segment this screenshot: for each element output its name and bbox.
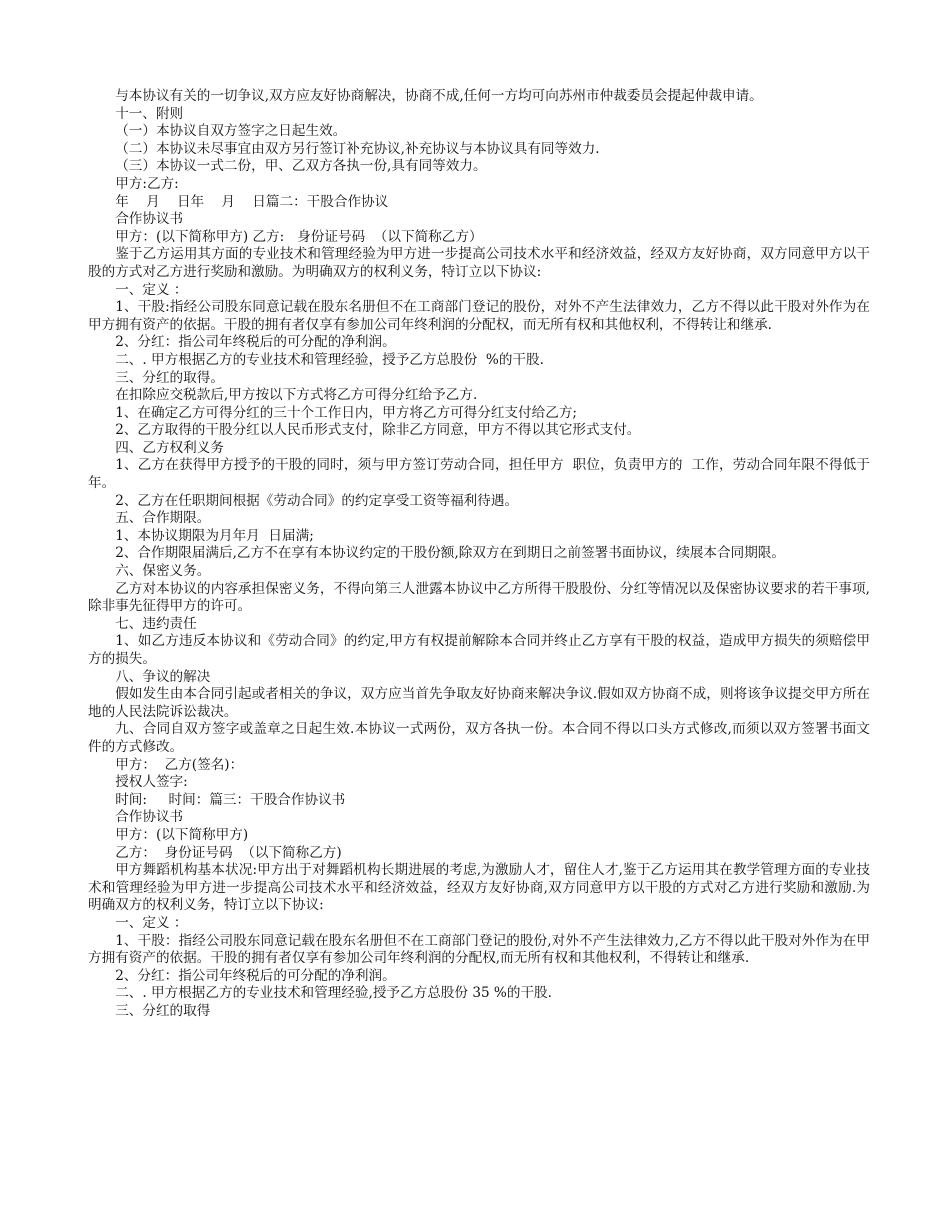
paragraph: 在扣除应交税款后,甲方按以下方式将乙方可得分红给予乙方.	[115, 387, 478, 404]
document-title: 合作协议书	[115, 211, 184, 228]
section-heading: 五、合作期限。	[115, 510, 211, 527]
paragraph: 1、乙方在获得甲方授予的干股的同时，须与甲方签订劳动合同，担任甲方 职位，负责甲方的 工作，劳动合同年限不得低于 年。	[88, 457, 888, 492]
paragraph: 假如发生由本合同引起或者相关的争议，双方应当首先争取友好协商来解决争议.假如双方协商不成，则将该争议提交甲方所在地的人民法院诉讼裁决。	[88, 686, 870, 720]
signature-line: 甲方： 乙方(签名)：	[115, 756, 244, 773]
paragraph: 1、如乙方违反本协议和《劳动合同》的约定,甲方有权提前解除本合同并终止乙方享有干股的权益，造成甲方损失的须赔偿甲方的损失。	[88, 633, 870, 667]
section-heading: 三、分红的取得	[115, 1002, 211, 1019]
signature-line: 甲方:乙方:	[115, 175, 179, 192]
paragraph: （二）本协议未尽事宜由双方另行签订补充协议,补充协议与本协议具有同等效力.	[115, 140, 600, 157]
party-line: 甲方：(以下简称甲方)	[115, 826, 249, 843]
section-heading: 一、定义 ：	[115, 281, 188, 298]
paragraph: 九、合同自双方签字或盖章之日起生效.本协议一式两份，双方各执一份。本合同不得以口头方式修改,而须以双方签署书面文件的方式修改。	[88, 721, 870, 755]
paragraph: 1、本协议期限为月年月 日届满;	[115, 527, 314, 544]
section-heading: 六、保密义务。	[115, 563, 211, 580]
section-heading: 四、乙方权利义务	[115, 439, 224, 456]
paragraph: 2、乙方在任职期间根据《劳动合同》的约定享受工资等福利待遇。	[115, 492, 519, 509]
paragraph: 甲方舞蹈机构基本状况:甲方出于对舞蹈机构长期进展的考虑,为激励人才，留住人才,鉴于乙方运用其在教学管理方面的专业技术和管理经验为甲方进一步提高公司技术水平和经济效益，经双方友好协商,双方同意甲方以干股的方式对乙方进行奖励和激励.为明确双方的权利义务，特订立以下协议:	[88, 862, 870, 914]
paragraph: 与本协议有关的一切争议,双方应友好协商解决，协商不成,任何一方均可向苏州市仲裁委员会提起仲裁申请。	[115, 88, 763, 104]
paragraph: （三）本协议一式二份，甲、乙双方各执一份,具有同等效力。	[115, 158, 487, 175]
section-heading: 二、. 甲方根据乙方的专业技术和管理经验，授予乙方总股份 %的干股.	[115, 351, 544, 368]
document-title: 合作协议书	[115, 809, 184, 826]
paragraph: 鉴于乙方运用其方面的专业技术和管理经验为甲方进一步提高公司技术水平和经济效益，经双方友好协商，双方同意甲方以干股的方式对乙方进行奖励和激励。为明确双方的权利义务，特订立以下协议:	[88, 246, 870, 280]
paragraph: 2、分红：指公司年终税后的可分配的净利润。	[115, 334, 396, 351]
section-heading: 一、定义 ：	[115, 914, 188, 931]
paragraph: 2、分红：指公司年终税后的可分配的净利润。	[115, 967, 396, 984]
document-page	[88, 88, 888, 1020]
paragraph: 2、乙方取得的干股分红以人民币形式支付，除非乙方同意，甲方不得以其它形式支付。	[115, 422, 641, 439]
section-heading: 七、违约责任	[115, 615, 197, 632]
section-heading: 二、. 甲方根据乙方的专业技术和管理经验,授予乙方总股份 35 %的干股.	[115, 985, 552, 1002]
section-heading: 八、争议的解决	[115, 668, 211, 685]
paragraph: 2、合作期限届满后,乙方不在享有本协议约定的干股份额,除双方在到期日之前签署书面协议，续展本合同期限。	[115, 545, 785, 562]
signature-line: 授权人签字:	[115, 774, 188, 791]
section-heading: 三、分红的取得。	[115, 369, 224, 386]
section-heading: 十一、附则	[115, 105, 184, 122]
date-line: 时间: 时间：篇三：干股合作协议书	[115, 791, 346, 808]
party-line: 乙方： 身份证号码 （以下简称乙方)	[115, 844, 342, 861]
paragraph: （一）本协议自双方签字之日起生效。	[115, 123, 347, 140]
party-line: 甲方：(以下简称甲方) 乙方: 身份证号码 （以下简称乙方）	[115, 228, 483, 245]
paragraph: 1、干股：指经公司股东同意记载在股东名册但不在工商部门登记的股份,对外不产生法律效力,乙方不得以此干股对外作为在甲方拥有资产的依据。干股的拥有者仅享有参加公司年终利润的分配权,而无所有权和其他权利，不得转让和继承.	[88, 932, 870, 967]
paragraph: 乙方对本协议的内容承担保密义务，不得向第三人泄露本协议中乙方所得干股股份、分红等情况以及保密协议要求的若干事项,除非事先征得甲方的许可。	[88, 580, 870, 615]
date-line: 年 月 日年 月 日篇二：干股合作协议	[115, 193, 389, 210]
paragraph: 1、在确定乙方可得分红的三十个工作日内，甲方将乙方可得分红支付给乙方;	[115, 404, 578, 421]
paragraph: 1、干股:指经公司股东同意记载在股东名册但不在工商部门登记的股份，对外不产生法律效力，乙方不得以此干股对外作为在甲方拥有资产的依据。干股的拥有者仅享有参加公司年终利润的分配权，而无所有权和其他权利，不得转让和继承.	[88, 299, 870, 333]
